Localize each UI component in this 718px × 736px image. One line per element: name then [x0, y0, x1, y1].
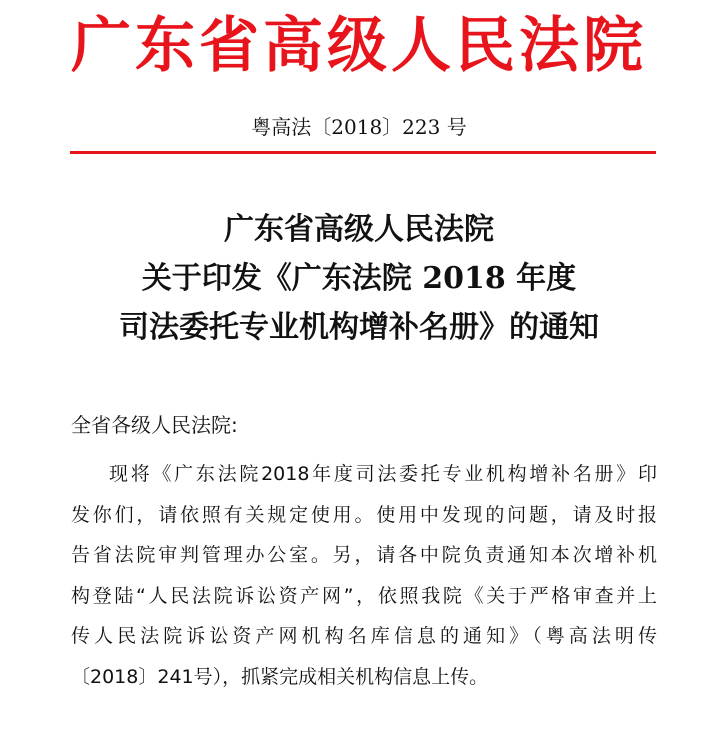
body-line-3: 告省法院审判管理办公室。另，请各中院负责通知本次增补机 [71, 544, 657, 567]
salutation: 全省各级人民法院: [71, 413, 238, 437]
body-line-5: 传人民法院诉讼资产网机构名库信息的通知》（粤高法明传 [71, 625, 657, 648]
title-line-3: 司法委托专业机构增补名册》的通知 [119, 310, 599, 345]
body-line-1: 现将《广东法院2018年度司法委托专业机构增补名册》印 [109, 463, 657, 485]
body-line-6: 〔2018〕241号），抓紧完成相关机构信息上传。 [71, 665, 489, 688]
body-line-4: 构登陆“人民法院诉讼资产网”，依照我院《关于严格审查并上 [71, 584, 657, 607]
body-line-2: 发你们，请依照有关规定使用。使用中发现的问题，请及时报 [71, 503, 657, 526]
notice-title [0, 205, 718, 352]
court-masthead: 广东省高级人民法院 [71, 11, 647, 81]
title-line-1: 广东省高级人民法院 [224, 212, 494, 247]
title-line-2: 关于印发《广东法院 2018 年度 [141, 261, 577, 296]
document-number: 粤高法〔2018〕223 号 [251, 115, 467, 139]
red-divider-line [70, 151, 656, 154]
notice-body [71, 454, 657, 698]
